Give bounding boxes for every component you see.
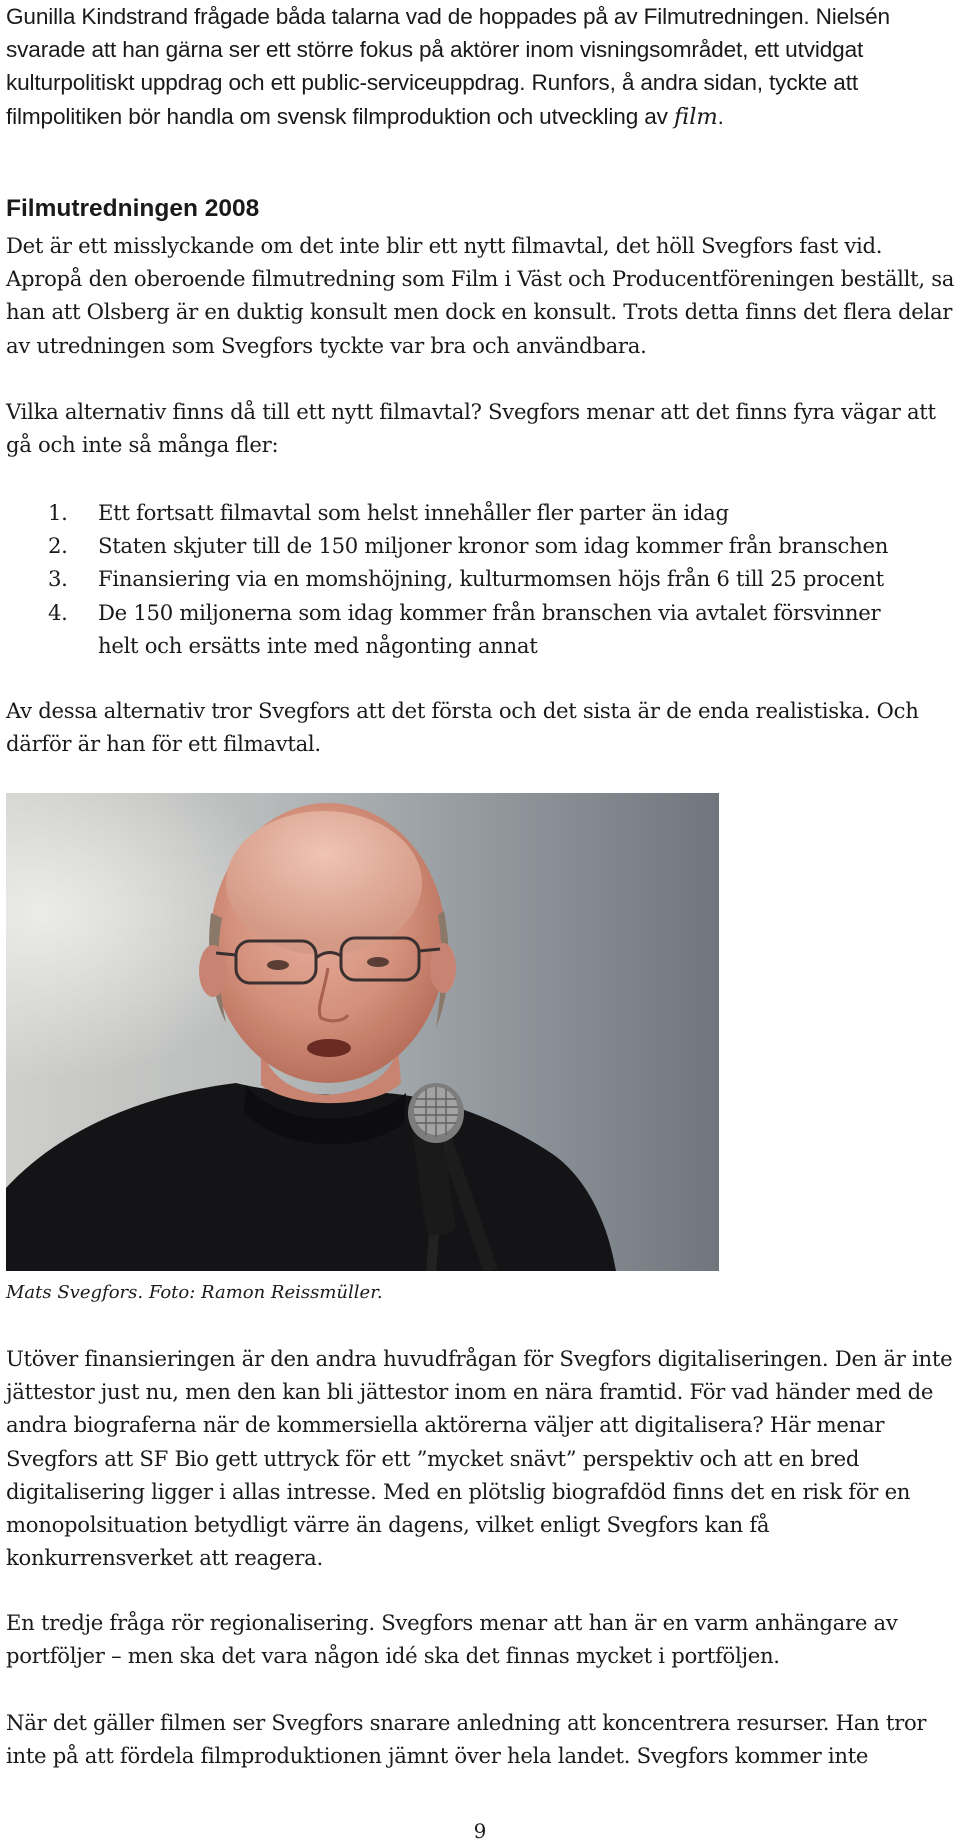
section-paragraph-1: Det är ett misslyckande om det inte blir ett nytt filmavtal, det höll Svegfors fast vid. Apropå den oberoende filmutredning som Film i Väst och Producentföreningen beställt, sa han att Olsberg är en duktig konsult men dock en konsult. Trots detta finns det flera delar av utredningen som Svegfors tyckte var bra och användbara. <box>6 233 955 358</box>
intro-text: Gunilla Kindstrand frågade båda talarna vad de hoppades på av Filmutredningen. Nielsén svarade att han gärna ser ett större fokus på aktörer inom visningsområdet, ett utvidgat kulturpolitiskt uppdrag och ett public-serviceuppdrag. Runfors, å andra sidan, tyckte att filmpolitiken bör handla om svensk filmproduktion och utveckling av <box>6 4 890 129</box>
body-paragraph-3: När det gäller filmen ser Svegfors snarare anledning att koncentrera resurser. Han tror inte på att fördela filmproduktionen jämnt över hela landet. Svegfors kommer inte <box>6 1710 927 1769</box>
alternatives-list <box>48 496 948 662</box>
list-item-number: 1. <box>48 500 68 525</box>
intro-end-punct: . <box>717 103 724 129</box>
section-paragraph-3: Av dessa alternativ tror Svegfors att det första och det sista är de enda realistiska. Och därför är han för ett filmavtal. <box>6 698 919 757</box>
portrait-illustration <box>6 793 719 1271</box>
list-item <box>48 496 948 529</box>
section-paragraph-2: Vilka alternativ finns då till ett nytt filmavtal? Svegfors menar att det finns fyra vägar att gå och inte så många fler: <box>6 399 936 458</box>
section-heading: Filmutredningen 2008 <box>6 195 260 222</box>
photo-caption: Mats Svegfors. Foto: Ramon Reissmüller. <box>6 1282 383 1303</box>
list-item <box>48 562 948 595</box>
list-item-text: Ett fortsatt filmavtal som helst innehåller fler parter än idag <box>98 500 729 525</box>
page-number: 9 <box>473 1819 487 1843</box>
list-item <box>48 529 948 562</box>
intro-paragraph <box>6 0 956 134</box>
list-item-number: 3. <box>48 566 68 592</box>
list-item-text: Staten skjuter till de 150 miljoner kronor som idag kommer från branschen <box>98 533 889 559</box>
intro-italic-word: film <box>673 103 718 130</box>
list-item <box>48 596 948 662</box>
list-item-number: 2. <box>48 533 68 559</box>
body-paragraph-2: En tredje fråga rör regionalisering. Svegfors menar att han är en varm anhängare av portföljer – men ska det vara någon idé ska det finnas mycket i portföljen. <box>6 1610 898 1669</box>
list-item-text: Finansiering via en momshöjning, kulturmomsen höjs från 6 till 25 procent <box>98 566 884 592</box>
body-paragraph-1: Utöver finansieringen är den andra huvudfrågan för Svegfors digitaliseringen. Den är inte jättestor just nu, men den kan bli jättestor inom en nära framtid. För vad händer med de andra biograferna när de kommersiella aktörerna väljer att digitalisera? Här menar Svegfors att SF Bio gett uttryck för ett ”mycket snävt” perspektiv och att en bred digitalisering ligger i allas intresse. Med en plötslig biografdöd finns det en risk för en monopolsituation betydligt värre än dagens, vilket enligt Svegfors kan få konkurrensverket att reagera. <box>6 1346 953 1571</box>
list-item-text: De 150 miljonerna som idag kommer från branschen via avtalet försvinner helt och ersätts inte med någonting annat <box>98 599 881 658</box>
list-item-number: 4. <box>48 599 68 625</box>
portrait-photo <box>6 793 719 1271</box>
